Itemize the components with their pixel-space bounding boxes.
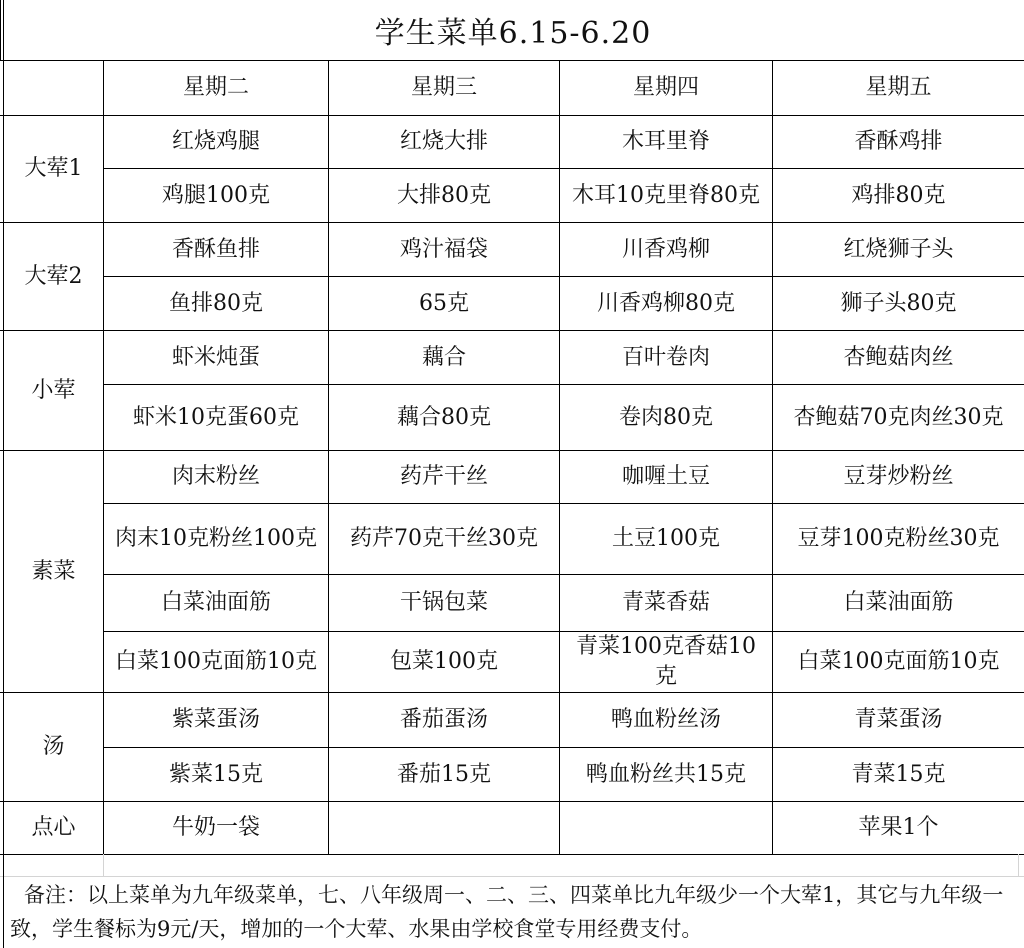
menu-cell: 狮子头80克 (840, 290, 957, 316)
menu-cell: 木耳里脊 (621, 129, 710, 154)
menu-cell: 白菜100克面筋10克 (115, 649, 317, 674)
menu-cell: 咖喱土豆 (621, 464, 710, 489)
menu-cell: 紫菜15克 (169, 761, 263, 787)
menu-cell: 红烧狮子头 (843, 236, 954, 262)
menu-cell: 豆芽炒粉丝 (843, 464, 954, 489)
menu-cell: 杏鲍菇肉丝 (843, 344, 954, 370)
menu-cell: 青菜100克香菇10克 (576, 634, 756, 689)
remarks-note: 备注：以上菜单为九年级菜单，七、八年级周一、二、三、四菜单比九年级少一个大荤1，其它与九年级一致，学生餐标为9元/天，增加的一个大荤、水果由学校食堂专用经费支付。 (10, 883, 1004, 941)
menu-cell: 肉末粉丝 (171, 464, 260, 489)
menu-cell: 香酥鸡排 (854, 129, 943, 154)
menu-cell (329, 802, 559, 854)
menu-cell: 肉末10克粉丝100克 (115, 526, 317, 551)
menu-cell: 包菜100克 (390, 649, 498, 674)
menu-cell: 藕合 (421, 344, 466, 370)
menu-cell: 豆芽100克粉丝30克 (797, 526, 1000, 551)
menu-cell: 木耳10克里脊80克 (572, 182, 760, 208)
menu-cell: 卷肉80克 (619, 404, 713, 430)
menu-cell: 青菜蛋汤 (854, 707, 943, 732)
menu-cell (560, 802, 772, 854)
menu-cell: 鸭血粉丝共15克 (586, 761, 746, 787)
menu-cell: 土豆100克 (612, 526, 720, 551)
spreadsheet-gridline (1018, 854, 1019, 876)
menu-cell: 药芹70克干丝30克 (350, 526, 538, 551)
menu-cell: 虾米炖蛋 (171, 344, 260, 370)
day-header: 星期二 (182, 75, 249, 100)
menu-cell: 红烧大排 (399, 129, 488, 154)
menu-cell: 鸡腿100克 (162, 182, 270, 208)
spreadsheet-gridline (103, 854, 104, 876)
menu-cell: 番茄蛋汤 (399, 707, 488, 732)
grid-line (0, 854, 1024, 855)
menu-cell: 红烧鸡腿 (171, 129, 260, 154)
menu-cell: 百叶卷肉 (621, 344, 710, 370)
menu-cell: 干锅包菜 (399, 590, 488, 615)
day-header: 星期五 (865, 75, 932, 100)
menu-cell: 青菜15克 (851, 761, 946, 787)
menu-cell: 65克 (419, 290, 469, 316)
menu-cell: 番茄15克 (397, 761, 491, 787)
group-label: 大荤1 (24, 156, 83, 181)
day-header: 星期四 (632, 75, 699, 100)
menu-cell: 藕合80克 (397, 404, 491, 430)
menu-cell: 川香鸡柳 (621, 236, 710, 262)
menu-cell: 紫菜蛋汤 (171, 707, 260, 732)
group-label: 大荤2 (24, 263, 83, 289)
group-label: 素菜 (31, 558, 76, 584)
menu-cell: 鸡排80克 (851, 182, 946, 208)
spreadsheet-gridline (0, 876, 1024, 877)
day-header: 星期三 (410, 75, 477, 100)
menu-cell: 牛奶一袋 (171, 815, 260, 840)
menu-cell: 虾米10克蛋60克 (133, 404, 299, 430)
menu-cell: 白菜油面筋 (843, 590, 954, 615)
menu-cell: 白菜100克面筋10克 (797, 649, 1000, 674)
group-label: 小荤 (31, 377, 76, 403)
menu-cell: 杏鲍菇70克肉丝30克 (793, 404, 1004, 430)
group-label: 汤 (42, 734, 65, 759)
menu-cell: 川香鸡柳80克 (597, 290, 735, 316)
page-title: 学生菜单6.15-6.20 (0, 0, 1024, 60)
menu-cell: 鸡汁福袋 (399, 236, 488, 262)
menu-cell: 香酥鱼排 (171, 236, 260, 262)
menu-cell: 鱼排80克 (169, 290, 263, 316)
menu-cell: 大排80克 (397, 182, 491, 208)
menu-cell: 药芹干丝 (399, 464, 488, 489)
menu-cell: 鸭血粉丝汤 (610, 707, 721, 732)
menu-cell: 青菜香菇 (621, 590, 710, 615)
group-label: 点心 (31, 815, 76, 840)
menu-cell: 苹果1个 (858, 815, 939, 840)
menu-cell: 白菜油面筋 (160, 590, 271, 615)
